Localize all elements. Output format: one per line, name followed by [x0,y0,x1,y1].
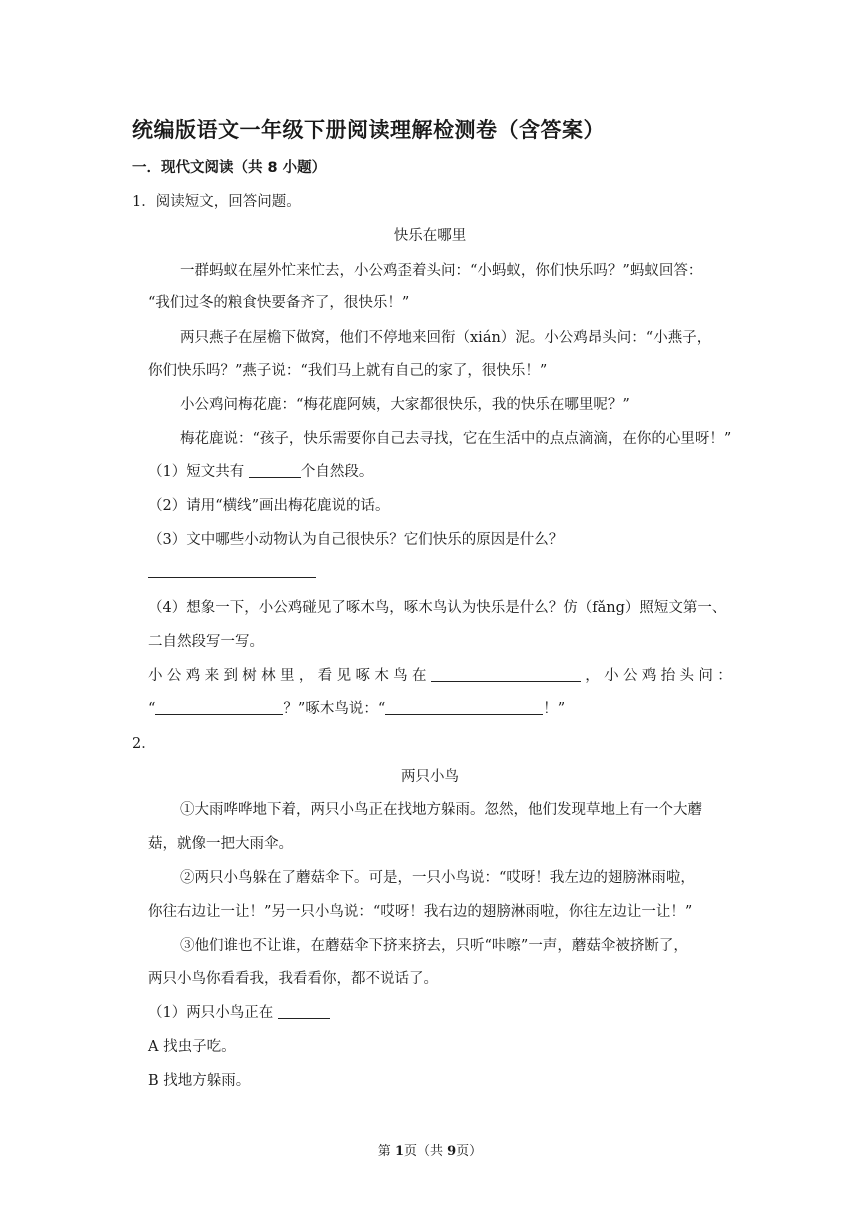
q2-paragraph-2-line-1: ②两只小鸟躲在了蘑菇伞下。可是，一只小鸟说：“哎呀！我左边的翅膀淋雨啦， [180,870,695,886]
answer-blank[interactable] [431,666,581,682]
q1-paragraph-2-line-2: 你们快乐吗？”燕子说：“我们马上就有自己的家了，很快乐！” [148,363,548,379]
quote-close: ！” [543,701,566,717]
q2-paragraph-3-line-2: 两只小鸟你看看我，我看看你，都不说话了。 [148,971,438,987]
char: 鸟 [393,668,408,684]
woodpecker-says: ？”啄木鸟说：“ [283,701,386,717]
quote-open: “ [148,701,156,717]
char: 来 [204,668,220,684]
q2-paragraph-2-line-2: 你往右边让一让！”另一只小鸟说：“哎呀！我右边的翅膀淋雨啦，你往左边让一让！” [148,904,693,920]
footer-suffix: 页） [456,1144,483,1159]
q1-sub-question-4-line-2: 二自然段写一写。 [148,634,264,650]
char: 鸡 [185,668,201,684]
q2-paragraph-1-line-2: 菇，就像一把大雨伞。 [148,836,293,852]
char: ： [717,668,732,684]
char: ， [298,668,314,684]
q2-story-title: 两只小鸟 [401,769,459,785]
answer-line[interactable] [148,577,316,578]
char: 见 [336,668,352,684]
option-a[interactable]: A 找虫子吃。 [148,1039,236,1055]
q1-sub-question-3: （3）文中哪些小动物认为自己很快乐？它们快乐的原因是什么？ [148,532,564,548]
char: 抬 [660,668,676,684]
char: 问 [698,668,713,684]
char: ， [585,668,600,684]
q1-paragraph-3: 小公鸡问梅花鹿：“梅花鹿阿姨，大家都很快乐，我的快乐在哪里呢？” [180,397,630,413]
option-b[interactable]: B 找地方躲雨。 [148,1073,251,1089]
footer-prefix: 第 [377,1144,395,1159]
q1-story-title: 快乐在哪里 [393,228,467,244]
answer-blank[interactable] [278,1003,330,1019]
char: 看 [317,668,333,684]
q1-sub-question-1-suffix: 个自然段。 [300,464,374,480]
char: 头 [679,668,695,684]
char: 木 [374,668,389,684]
q1-sub-question-4-line-1: （4）想象一下，小公鸡碰见了啄木鸟，啄木鸟认为快乐是什么？仿（fǎng）照短文第一、 [148,600,727,616]
q1-sub-question-4-line-3 [148,666,732,686]
q1-paragraph-1-line-1: 一群蚂蚁在屋外忙来忙去，小公鸡歪着头问：“小蚂蚁，你们快乐吗？”蚂蚁回答： [180,263,703,279]
q1-intro: 1．阅读短文，回答问题。 [132,194,301,210]
char: 啄 [355,668,370,684]
page-number: 1 [394,1144,404,1159]
char: 在 [412,668,427,684]
q1-sub-question-4-line-4 [148,699,748,719]
q2-sub-question-1-text: （1）两只小鸟正在 [148,1005,278,1021]
q1-paragraph-1-line-2: “我们过冬的粮食快要备齐了，很快乐！” [148,295,410,311]
q1-sub-question-2: （2）请用“横线”画出梅花鹿说的话。 [148,498,390,514]
char: 林 [261,668,276,684]
q1-paragraph-2-line-1: 两只燕子在屋檐下做窝，他们不停地来回衔（xián）泥。小公鸡昂头问：“小燕子， [180,330,712,346]
answer-blank[interactable] [249,462,301,478]
char: 公 [166,668,182,684]
q1-sub-question-1-text: （1）短文共有 [148,464,249,480]
q2-sub-question-1 [148,1003,748,1023]
q2-paragraph-1-line-1: ①大雨哗哗地下着，两只小鸟正在找地方躲雨。忽然，他们发现草地上有一个大蘑 [180,802,702,818]
total-pages: 9 [447,1144,457,1159]
document-title: 统编版语文一年级下册阅读理解检测卷（含答案） [132,118,605,142]
q1-sub-question-1 [148,462,748,482]
answer-blank[interactable] [385,699,543,715]
char: 鸡 [641,668,657,684]
q2-number: 2． [132,736,156,752]
page-footer [0,1140,860,1159]
char: 公 [622,668,638,684]
section-heading: 一．现代文阅读（共 8 小题） [132,160,327,176]
char: 里 [280,668,295,684]
q2-paragraph-3-line-1: ③他们谁也不让谁，在蘑菇伞下挤来挤去，只听“咔嚓”一声，蘑菇伞被挤断了， [180,938,688,954]
char: 树 [242,668,257,684]
char: 到 [223,668,238,684]
char: 小 [148,668,163,684]
footer-middle: 页（共 [403,1144,448,1159]
q1-paragraph-4: 梅花鹿说：“孩子，快乐需要你自己去寻找，它在生活中的点点滴滴，在你的心里呀！” [180,431,732,447]
answer-blank[interactable] [155,699,283,715]
char: 小 [604,668,619,684]
spaced-sentence [148,666,732,686]
